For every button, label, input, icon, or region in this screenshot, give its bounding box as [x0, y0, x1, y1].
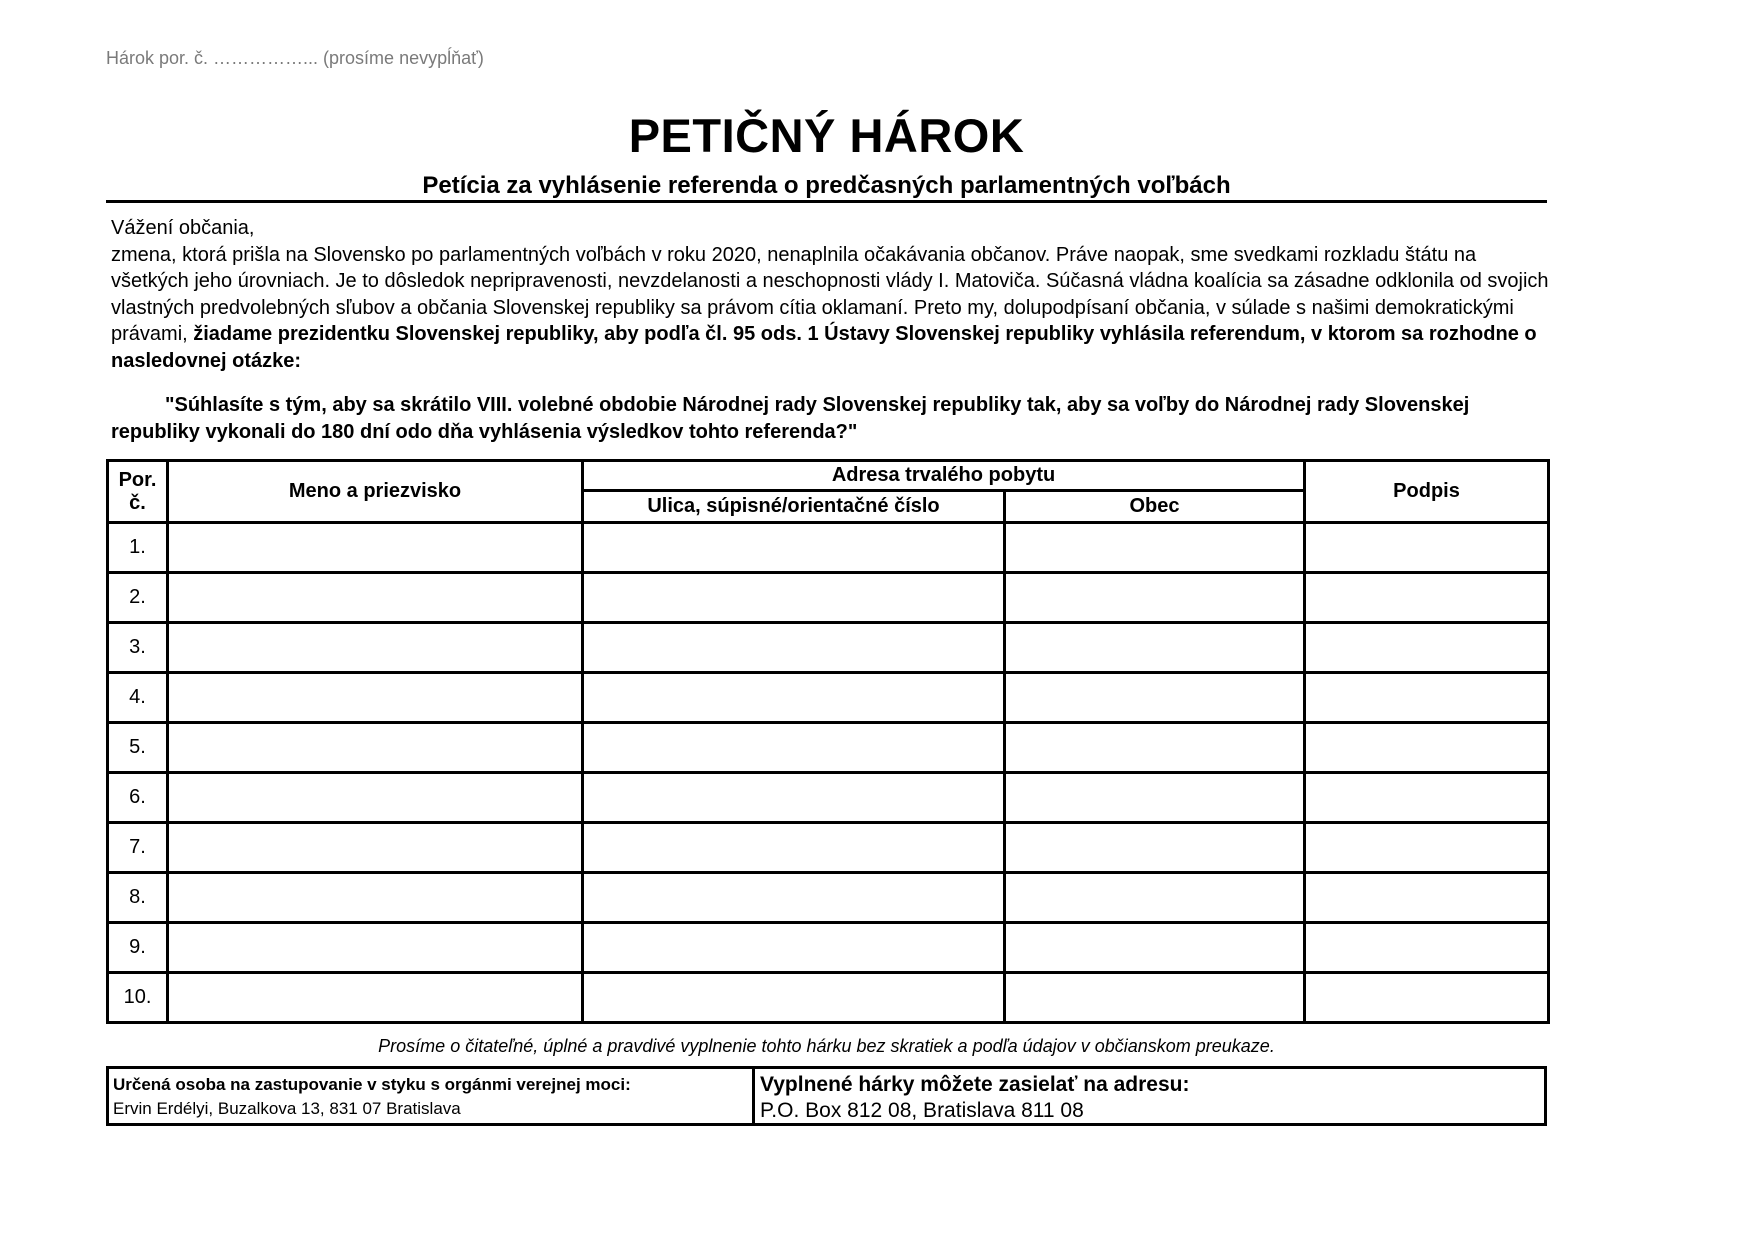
signature-cell[interactable]	[1305, 873, 1549, 923]
table-header-row	[108, 461, 1549, 491]
street-cell[interactable]	[583, 823, 1005, 873]
city-cell[interactable]	[1005, 973, 1305, 1023]
row-number: 3.	[108, 623, 168, 673]
name-cell[interactable]	[168, 923, 583, 973]
footer-box	[106, 1066, 1547, 1126]
name-cell[interactable]	[168, 673, 583, 723]
referendum-question-text: "Súhlasíte s tým, aby sa skrátilo VIII. volebné obdobie Národnej rady Slovenskej republiky tak, aby sa voľby do Národnej rady Slovenskej republiky vykonali do 180 dní odo dňa vyhlásenia výsledkov tohto referenda?"	[111, 394, 1470, 443]
table-row	[108, 623, 1549, 673]
city-cell[interactable]	[1005, 673, 1305, 723]
name-cell[interactable]	[168, 973, 583, 1023]
intro-body-bold: žiadame prezidentku Slovenskej republiky, aby podľa čl. 95 ods. 1 Ústavy Slovenskej republiky vyhlásila referendum, v ktorom sa rozhodne o nasledovnej otázke:	[111, 323, 1537, 372]
send-address-label: Vyplnené hárky môžete zasielať na adresu:	[760, 1073, 1190, 1096]
signature-cell[interactable]	[1305, 823, 1549, 873]
signature-cell[interactable]	[1305, 723, 1549, 773]
table-row	[108, 923, 1549, 973]
col-address-group-header: Adresa trvalého pobytu	[583, 461, 1305, 491]
street-cell[interactable]	[583, 973, 1005, 1023]
city-cell[interactable]	[1005, 623, 1305, 673]
signature-cell[interactable]	[1305, 573, 1549, 623]
col-name-header: Meno a priezvisko	[168, 461, 583, 523]
signature-table	[106, 459, 1550, 1024]
representative-value: Ervin Erdélyi, Buzalkova 13, 831 07 Bratislava	[113, 1099, 461, 1118]
row-number: 10.	[108, 973, 168, 1023]
signature-cell[interactable]	[1305, 773, 1549, 823]
sheet-number-note: Hárok por. č. ……………... (prosíme nevypĺňať)	[106, 48, 484, 68]
col-number-header: Por. č.	[108, 461, 168, 523]
referendum-question	[111, 392, 1551, 446]
name-cell[interactable]	[168, 773, 583, 823]
city-cell[interactable]	[1005, 873, 1305, 923]
row-number: 6.	[108, 773, 168, 823]
signature-cell[interactable]	[1305, 923, 1549, 973]
signature-cell[interactable]	[1305, 973, 1549, 1023]
city-cell[interactable]	[1005, 923, 1305, 973]
row-number: 2.	[108, 573, 168, 623]
street-cell[interactable]	[583, 723, 1005, 773]
table-row	[108, 973, 1549, 1023]
street-cell[interactable]	[583, 673, 1005, 723]
representative-section	[109, 1069, 755, 1123]
city-cell[interactable]	[1005, 773, 1305, 823]
title-divider	[106, 200, 1547, 203]
page-title: PETIČNÝ HÁROK	[628, 109, 1025, 162]
table-row	[108, 723, 1549, 773]
city-cell[interactable]	[1005, 523, 1305, 573]
table-row	[108, 873, 1549, 923]
city-cell[interactable]	[1005, 823, 1305, 873]
send-address-section	[755, 1069, 1544, 1123]
row-number: 5.	[108, 723, 168, 773]
table-row	[108, 573, 1549, 623]
table-row	[108, 773, 1549, 823]
name-cell[interactable]	[168, 623, 583, 673]
street-cell[interactable]	[583, 773, 1005, 823]
signature-cell[interactable]	[1305, 523, 1549, 573]
signature-cell[interactable]	[1305, 623, 1549, 673]
name-cell[interactable]	[168, 723, 583, 773]
table-row	[108, 823, 1549, 873]
table-row	[108, 673, 1549, 723]
signature-cell[interactable]	[1305, 673, 1549, 723]
row-number: 8.	[108, 873, 168, 923]
intro-body	[111, 242, 1551, 375]
name-cell[interactable]	[168, 573, 583, 623]
street-cell[interactable]	[583, 923, 1005, 973]
street-cell[interactable]	[583, 523, 1005, 573]
row-number: 9.	[108, 923, 168, 973]
row-number: 7.	[108, 823, 168, 873]
intro-body-regular: zmena, ktorá prišla na Slovensko po parlamentných voľbách v roku 2020, nenaplnila očakávania občanov. Práve naopak, sme svedkami rozkladu štátu na všetkých jeho úrovniach. Je to dôsledok nepripravenosti, nevzdelanosti a neschopnosti vlády I. Matoviča. Súčasná vládna koalícia sa zásadne odklonila od svojich vlastných predvolebných sľubov a občania Slovenskej republiky sa právom cítia oklamaní. Preto my, dolupodpísaní občania, v súlade s našimi demokratickými právami,	[111, 243, 1549, 345]
intro-greeting: Vážení občania,	[111, 217, 255, 239]
table-row	[108, 523, 1549, 573]
city-cell[interactable]	[1005, 723, 1305, 773]
name-cell[interactable]	[168, 823, 583, 873]
fill-instructions-note: Prosíme o čitateľné, úplné a pravdivé vyplnenie tohto hárku bez skratiek a podľa údajov v občianskom preukaze.	[378, 1036, 1275, 1056]
street-cell[interactable]	[583, 623, 1005, 673]
page-subtitle: Petícia za vyhlásenie referenda o predčasných parlamentných voľbách	[422, 172, 1231, 199]
send-address-value: P.O. Box 812 08, Bratislava 811 08	[760, 1099, 1084, 1122]
street-cell[interactable]	[583, 573, 1005, 623]
col-city-header: Obec	[1005, 491, 1305, 523]
street-cell[interactable]	[583, 873, 1005, 923]
col-signature-header: Podpis	[1305, 461, 1549, 523]
col-street-header: Ulica, súpisné/orientačné číslo	[583, 491, 1005, 523]
intro-text	[111, 215, 1551, 374]
row-number: 4.	[108, 673, 168, 723]
name-cell[interactable]	[168, 523, 583, 573]
representative-label: Určená osoba na zastupovanie v styku s orgánmi verejnej moci:	[113, 1075, 631, 1094]
name-cell[interactable]	[168, 873, 583, 923]
row-number: 1.	[108, 523, 168, 573]
city-cell[interactable]	[1005, 573, 1305, 623]
